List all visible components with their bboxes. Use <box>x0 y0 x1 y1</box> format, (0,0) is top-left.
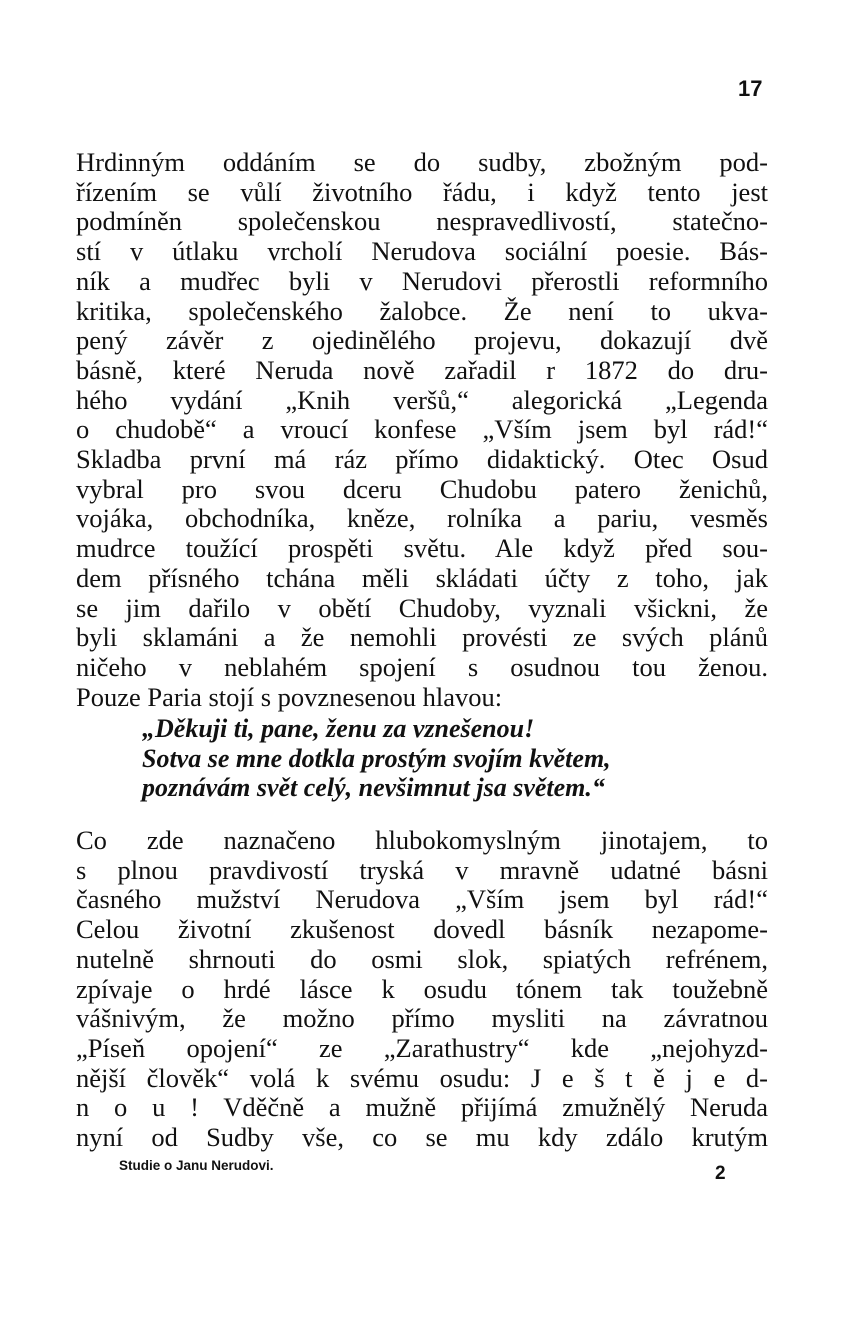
text-line: Hrdinným oddáním se do sudby, zbožným pod- <box>76 147 768 177</box>
verse-line: „Děkuji ti, pane, ženu za vznešenou! <box>142 714 535 743</box>
text-line: nutelně shrnouti do osmi slok, spiatých refrénem, <box>76 943 768 974</box>
text-line: časného mužství Nerudova „Vším jsem byl rád!“ <box>76 884 768 915</box>
verse-line: poznávám svět celý, nevšimnut jsa světem.“ <box>142 773 605 802</box>
verse-quote <box>142 714 611 803</box>
text-line: řízením se vůlí životního řádu, i když tento jest <box>76 176 768 207</box>
text-line: Pouze Paria stojí s povznesenou hlavou: <box>76 681 503 712</box>
text-line: ničeho v neblahém spojení s osudnou tou ženou. <box>76 651 768 682</box>
text-line: nější člověk“ volá k svému osudu: J e š t ě j e d- <box>76 1062 768 1093</box>
text-line: Skladba první má ráz přímo didaktický. Otec Osud <box>76 444 768 475</box>
text-line: stí v útlaku vrcholí Nerudova sociální poesie. Bás- <box>76 236 768 267</box>
text-line: s plnou pravdivostí tryská v mravně udatné básni <box>76 854 768 885</box>
text-line: hého vydání „Knih veršů,“ alegorická „Legenda <box>76 384 768 415</box>
text-line: ník a mudřec byli v Nerudovi přerostli reformního <box>76 265 768 296</box>
text-line: básně, které Neruda nově zařadil r 1872 do dru- <box>76 354 768 385</box>
text-line: se jim dařilo v obětí Chudoby, vyznali všickni, že <box>76 592 768 623</box>
footer-sheet-number: 2 <box>715 1163 726 1184</box>
page-number: 17 <box>738 76 763 101</box>
text-line: nyní od Sudby vše, co se mu kdy zdálo krutým <box>76 1122 768 1153</box>
text-line: kritika, společenského žalobce. Že není to ukva- <box>76 295 768 326</box>
text-line: vojáka, obchodníka, kněze, rolníka a pariu, vesměs <box>76 503 768 534</box>
text-line: Celou životní zkušenost dovedl básník nezapome- <box>76 914 768 945</box>
verse-line: Sotva se mne dotkla prostým svojím květem, <box>142 743 611 773</box>
text-line: Co zde naznačeno hlubokomyslným jinotajem, to <box>76 825 768 855</box>
footer-signature: Studie o Janu Nerudovi. <box>119 1158 274 1173</box>
text-line: pený závěr z ojedinělého projevu, dokazují dvě <box>76 325 768 356</box>
text-line: vybral pro svou dceru Chudobu patero ženichů, <box>76 473 768 504</box>
text-line: podmíněn společenskou nespravedlivostí, statečno- <box>76 206 768 237</box>
text-line: dem přísného tchána měli skládati účty z toho, jak <box>76 562 768 593</box>
paragraph-1 <box>76 148 768 712</box>
text-line: mudrce toužící prospěti světu. Ale když před sou- <box>76 533 768 564</box>
text-line: o chudobě“ a vroucí konfese „Vším jsem byl rád!“ <box>76 414 768 445</box>
paragraph-2 <box>76 826 768 1153</box>
text-line: vášnivým, že možno přímo mysliti na závratnou <box>76 1003 768 1034</box>
text-line: n o u ! Vděčně a mužně přijímá zmužnělý Neruda <box>76 1092 768 1123</box>
text-line: „Píseň opojení“ ze „Zarathustry“ kde „nejohyzd- <box>76 1032 768 1063</box>
text-line: zpívaje o hrdé lásce k osudu tónem tak toužebně <box>76 973 768 1004</box>
text-line: byli sklamáni a že nemohli provésti ze svých plánů <box>76 622 768 653</box>
